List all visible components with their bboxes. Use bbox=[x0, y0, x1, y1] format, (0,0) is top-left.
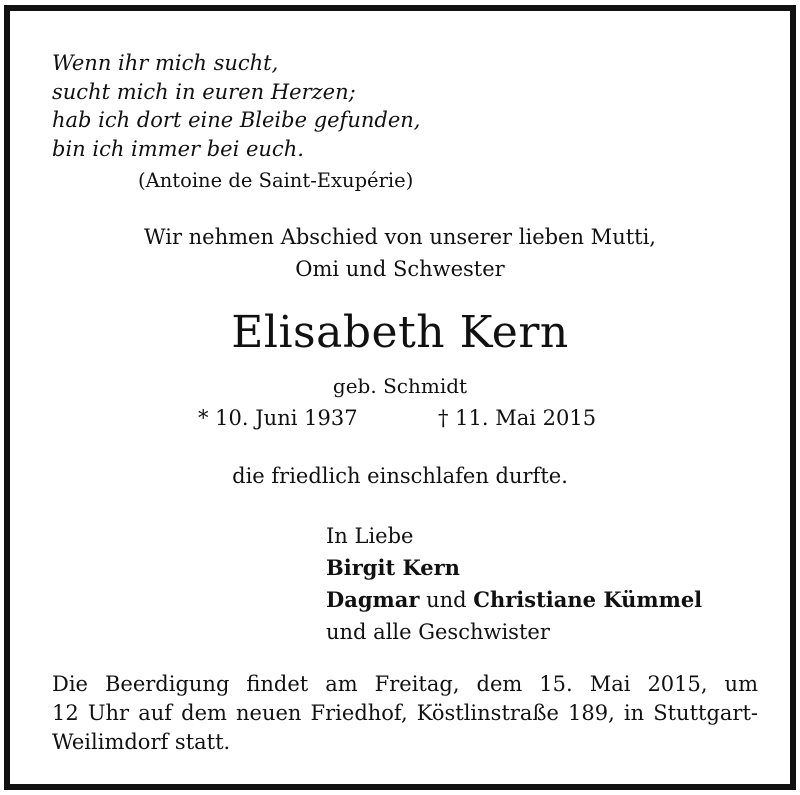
birth-name: geb. Schmidt bbox=[332, 374, 468, 398]
funeral-line-3: Weilimdorf statt. bbox=[52, 730, 231, 754]
mourners-line-2 bbox=[326, 584, 702, 616]
poem-line: Wenn ihr mich sucht, bbox=[52, 51, 279, 75]
poem-line: bin ich immer bei euch. bbox=[52, 136, 304, 161]
funeral-line-2: 12 Uhr auf dem neuen Friedhof, Köstlinstraße 189, in Stuttgart- bbox=[52, 701, 758, 725]
mourners-connector: und bbox=[419, 588, 474, 612]
closing-line: die friedlich einschlafen durfte. bbox=[232, 464, 568, 488]
mourners-line-3: und alle Geschwister bbox=[326, 620, 550, 644]
birth-date: * 10. Juni 1937 bbox=[198, 406, 358, 430]
intro-line-2: Omi und Schwester bbox=[295, 257, 505, 281]
poem-attribution: (Antoine de Saint-Exupérie) bbox=[138, 169, 414, 192]
mourners-opening: In Liebe bbox=[326, 524, 414, 548]
mourner-christiane: Christiane Kümmel bbox=[473, 587, 703, 612]
intro-line-1: Wir nehmen Abschied von unserer lieben Mutti, bbox=[144, 225, 656, 249]
mourner-birgit: Birgit Kern bbox=[326, 555, 460, 580]
poem-line: sucht mich in euren Herzen; bbox=[52, 79, 356, 104]
funeral-notice bbox=[52, 670, 758, 757]
poem bbox=[52, 49, 420, 163]
mourners-block bbox=[326, 520, 702, 648]
death-date: † 11. Mai 2015 bbox=[438, 406, 597, 430]
deceased-name: Elisabeth Kern bbox=[231, 307, 569, 358]
obituary-frame bbox=[4, 5, 796, 790]
funeral-line-1: Die Beerdigung findet am Freitag, dem 15. Mai 2015, um bbox=[52, 672, 758, 696]
mourner-dagmar: Dagmar bbox=[326, 587, 420, 612]
poem-line: hab ich dort eine Bleibe gefunden, bbox=[52, 108, 421, 132]
